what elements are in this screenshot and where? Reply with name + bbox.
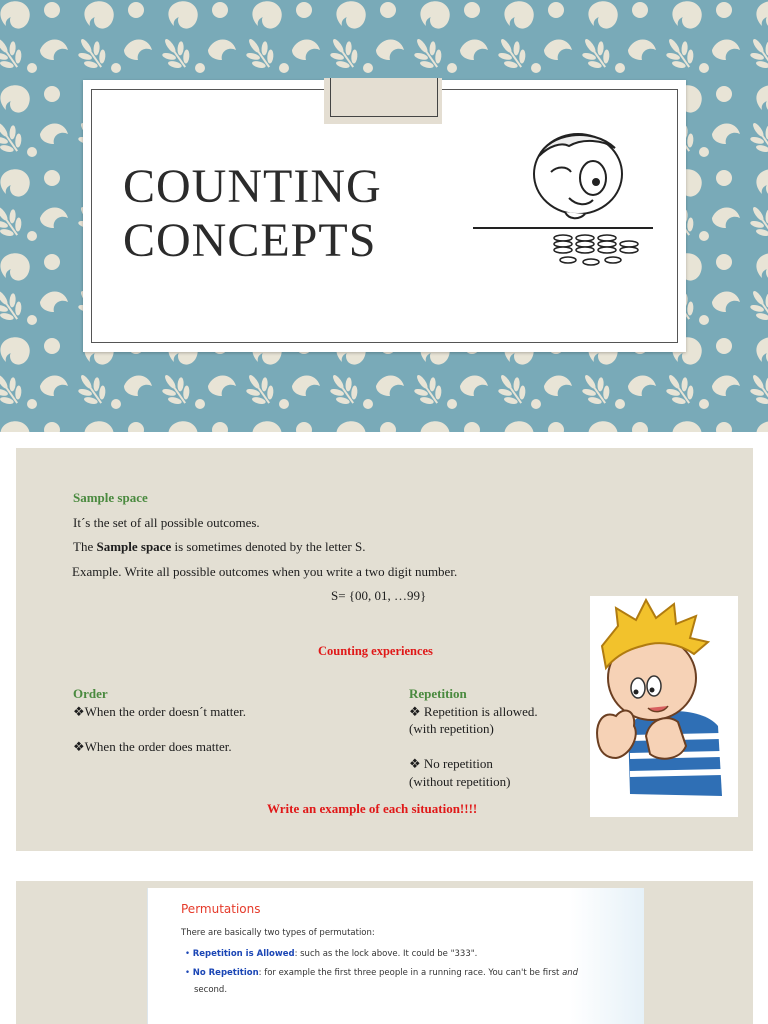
repetition-item-2: ❖ No repetition xyxy=(409,756,493,771)
child-counting-coins-illustration xyxy=(473,116,663,286)
permutations-bullet-2-cont: second. xyxy=(194,985,228,995)
permutations-bullet-1 xyxy=(185,949,477,959)
order-heading: Order xyxy=(73,686,108,701)
bullet-1-text: : such as the lock above. It could be "333". xyxy=(294,949,478,959)
permutations-excerpt xyxy=(147,888,644,1024)
permutations-title: Permutations xyxy=(181,902,261,916)
denoted-bold-term: Sample space xyxy=(96,539,172,554)
bullet-1-bold: Repetition is Allowed xyxy=(192,949,295,959)
example-line: Example. Write all possible outcomes when you write a two digit number. xyxy=(72,564,458,579)
denoted-prefix: The xyxy=(73,539,97,554)
title-card-tab-frame xyxy=(330,78,438,117)
bullet-2-bold: No Repetition xyxy=(192,968,259,978)
bullet-2-emphasis: and xyxy=(562,968,579,978)
title-slide xyxy=(0,0,768,432)
thinking-boy-illustration xyxy=(590,596,738,817)
slide-title-line2: CONCEPTS xyxy=(123,214,377,267)
permutations-intro: There are basically two types of permutation: xyxy=(181,928,375,938)
title-card xyxy=(83,80,686,352)
slide-title-line1: COUNTING xyxy=(123,160,382,213)
order-item-2: ❖When the order does matter. xyxy=(73,739,232,754)
counting-experiences-heading: Counting experiences xyxy=(318,644,433,658)
sample-space-slide xyxy=(16,448,753,851)
slide-title xyxy=(123,160,453,268)
permutations-slide xyxy=(16,881,753,1024)
sample-space-heading: Sample space xyxy=(73,490,148,505)
repetition-item-1: ❖ Repetition is allowed. xyxy=(409,704,538,719)
permutations-bullet-2 xyxy=(185,968,578,978)
denoted-line xyxy=(73,539,365,555)
definition-line: It´s the set of all possible outcomes. xyxy=(73,515,260,530)
title-card-tab xyxy=(324,78,442,124)
order-item-1: ❖When the order doesn´t matter. xyxy=(73,704,247,719)
repetition-heading: Repetition xyxy=(409,686,467,701)
denoted-suffix: is sometimes denoted by the letter S. xyxy=(171,539,366,554)
write-example-prompt: Write an example of each situation!!!! xyxy=(267,801,478,816)
repetition-item-2-note: (without repetition) xyxy=(409,774,511,789)
bullet-dot-icon: • xyxy=(185,949,191,959)
set-expression: S= {00, 01, …99} xyxy=(331,588,427,603)
bullet-2-text-a: : for example the first three people in a running race. You can't be first xyxy=(258,968,563,978)
bullet-dot-icon: • xyxy=(185,968,191,978)
repetition-item-1-note: (with repetition) xyxy=(409,721,494,736)
